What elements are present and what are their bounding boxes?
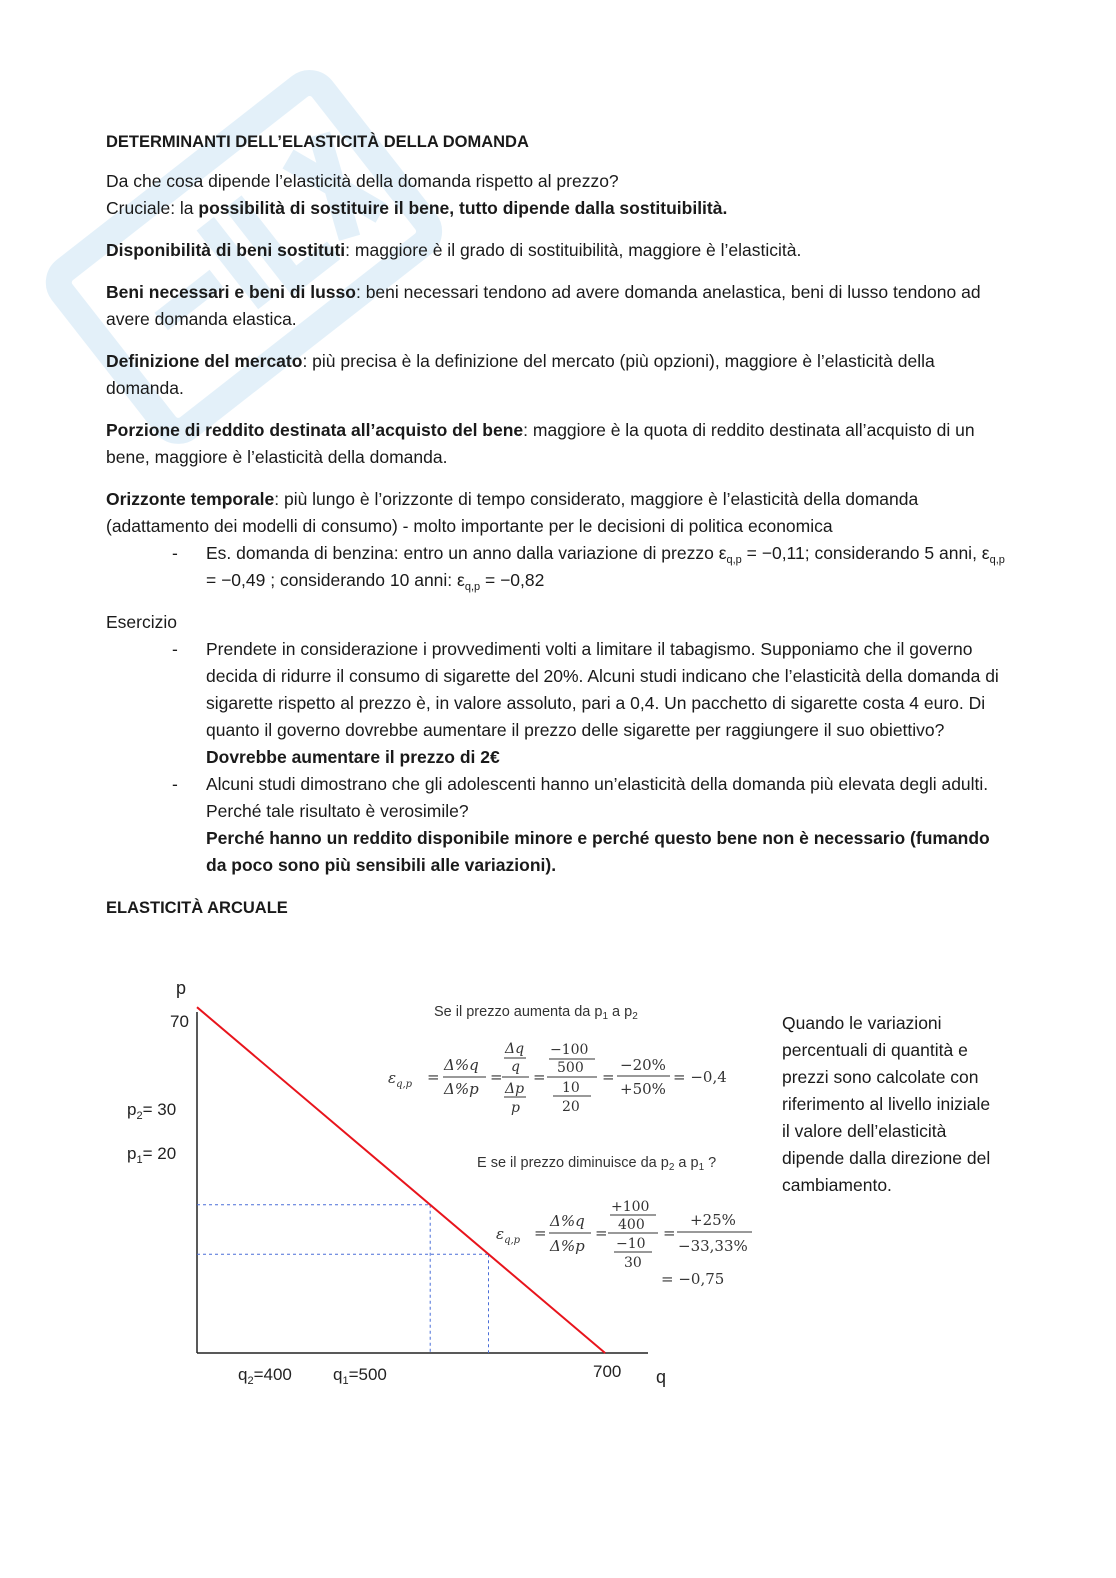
svg-text:30: 30 [624, 1255, 642, 1271]
demand-curve [197, 1007, 605, 1353]
svg-text:Δq: Δq [505, 1041, 525, 1057]
svg-text:= −0,4: = −0,4 [673, 1068, 727, 1086]
svg-text:εq,p: $\varepsilon_{q,p}$ [388, 1069, 413, 1090]
svg-text:=: = [602, 1068, 615, 1086]
svg-text:Δp: Δp [505, 1081, 525, 1097]
svg-text:=: = [595, 1224, 608, 1242]
svg-text:Δ%q: Δ%q [550, 1212, 585, 1230]
svg-text:+25%: +25% [690, 1211, 736, 1229]
svg-text:−100: −100 [550, 1042, 589, 1058]
svg-text:500: 500 [557, 1060, 584, 1076]
section-title-arc-elasticity: ELASTICITÀ ARCUALE [106, 899, 288, 917]
determinant-market: Definizione del mercato: più precisa è la definizione del mercato (più opzioni), maggiore è l’elasticità della domanda. [106, 351, 935, 398]
x-tick-q1: $q_1=500$ [333, 1365, 387, 1387]
x-tick-700: 700 [593, 1362, 622, 1381]
svg-text:+50%: +50% [620, 1080, 666, 1098]
gasoline-example: - Es. domanda di benzina: entro un anno dalla variazione di prezzo $\varepsilon_{q,p} = -0,11$; considerando 5 anni, $\varepsilon_{q,p} = -0,49$ ; considerando 10 anni: $\varepsilon_{q,p} = -0,82$ [172, 543, 1005, 593]
svg-text:Δ%p: Δ%p [550, 1237, 585, 1255]
svg-text:=: = [490, 1068, 503, 1086]
page-title: DETERMINANTI DELL’ELASTICITÀ DELLA DOMANDA [106, 133, 529, 151]
svg-text:= −0,75: = −0,75 [661, 1270, 725, 1288]
determinant-income-share: Porzione di reddito destinata all’acquisto del bene: maggiore è la quota di reddito destinata all’acquisto di un bene, maggiore è l’elasticità della domanda. [106, 420, 975, 467]
x-axis-label: q [656, 1367, 667, 1387]
svg-text:p: p [511, 1100, 520, 1116]
formula-price-increase [388, 1041, 727, 1116]
side-note: Quando le variazioni percentuali di quantità e prezzi sono calcolate con riferimento al livello iniziale il valore dell’elasticità dipende dalla direzione del cambiamento. [782, 1013, 991, 1195]
svg-text:400: 400 [618, 1217, 645, 1233]
document-body [106, 128, 1006, 922]
demand-chart [100, 970, 800, 1400]
intro-line-2: Cruciale: la possibilità di sostituire il bene, tutto dipende dalla sostituibilità. [106, 198, 728, 218]
svg-text:−10: −10 [616, 1236, 646, 1252]
annotation-down-title: E se il prezzo diminuisce da $p_2$ a $p_1$ ? [477, 1155, 717, 1173]
svg-text:=: = [663, 1224, 676, 1242]
annotation-up-title: Se il prezzo aumenta da $p_1$ a $p_2$ [434, 1004, 638, 1022]
exercise-label: Esercizio [106, 612, 177, 632]
svg-text:εq,p: $\varepsilon_{q,p}$ [496, 1225, 521, 1246]
svg-text:q: q [511, 1059, 520, 1075]
intro-line-1: Da che cosa dipende l’elasticità della domanda rispetto al prezzo? [106, 171, 619, 191]
svg-text:=: = [534, 1224, 547, 1242]
x-tick-q2: $q_2=400$ [238, 1365, 292, 1387]
exercise-question-1: - Prendete in considerazione i provvedimenti volti a limitare il tabagismo. Supponiamo che il governo decida di ridurre il consumo di sigarette del 20%. Alcuni studi indicano che l’elasticità della domanda di sigarette rispetto al prezzo è, in valore assoluto, pari a 0,4. Un pacchetto di sigarette costa 4 euro. Di quanto il governo dovrebbe aumentare il prezzo delle sigarette per raggiungere il suo obiettivo? Dovrebbe aumentare il prezzo di 2€ [172, 639, 999, 767]
y-tick-p2: $p_2= 30$ [127, 1100, 177, 1122]
determinant-necessity: Beni necessari e beni di lusso: beni necessari tendono ad avere domanda anelastica, beni di lusso tendono ad avere domanda elastica. [106, 282, 981, 329]
svg-text:+100: +100 [611, 1199, 650, 1215]
formula-price-decrease [496, 1199, 752, 1288]
svg-text:Δ%q: Δ%q [444, 1056, 479, 1074]
svg-text:−20%: −20% [620, 1056, 666, 1074]
y-tick-p1: $p_1= 20$ [127, 1144, 177, 1166]
svg-text:10: 10 [562, 1080, 580, 1096]
svg-text:20: 20 [562, 1099, 580, 1115]
determinant-substitutes: Disponibilità di beni sostituti: maggiore è il grado di sostituibilità, maggiore è l’elasticità. [106, 240, 802, 260]
determinant-time-horizon: Orizzonte temporale: più lungo è l’orizzonte di tempo considerato, maggiore è l’elasticità della domanda (adattamento dei modelli di consumo) - molto importante per le decisioni di politica economica [106, 489, 919, 536]
exercise-question-2: - Alcuni studi dimostrano che gli adolescenti hanno un’elasticità della domanda più elevata degli adulti. Perché tale risultato è verosimile? Perché hanno un reddito disponibile minore e perché questo bene non è necessario (fumando da poco sono più sensibili alle variazioni). [172, 774, 990, 875]
svg-text:=: = [533, 1068, 546, 1086]
y-axis-label: p [176, 978, 187, 998]
svg-text:Δ%p: Δ%p [444, 1080, 479, 1098]
svg-text:−33,33%: −33,33% [678, 1237, 748, 1255]
y-tick-70: 70 [170, 1012, 189, 1031]
svg-text:=: = [427, 1068, 440, 1086]
